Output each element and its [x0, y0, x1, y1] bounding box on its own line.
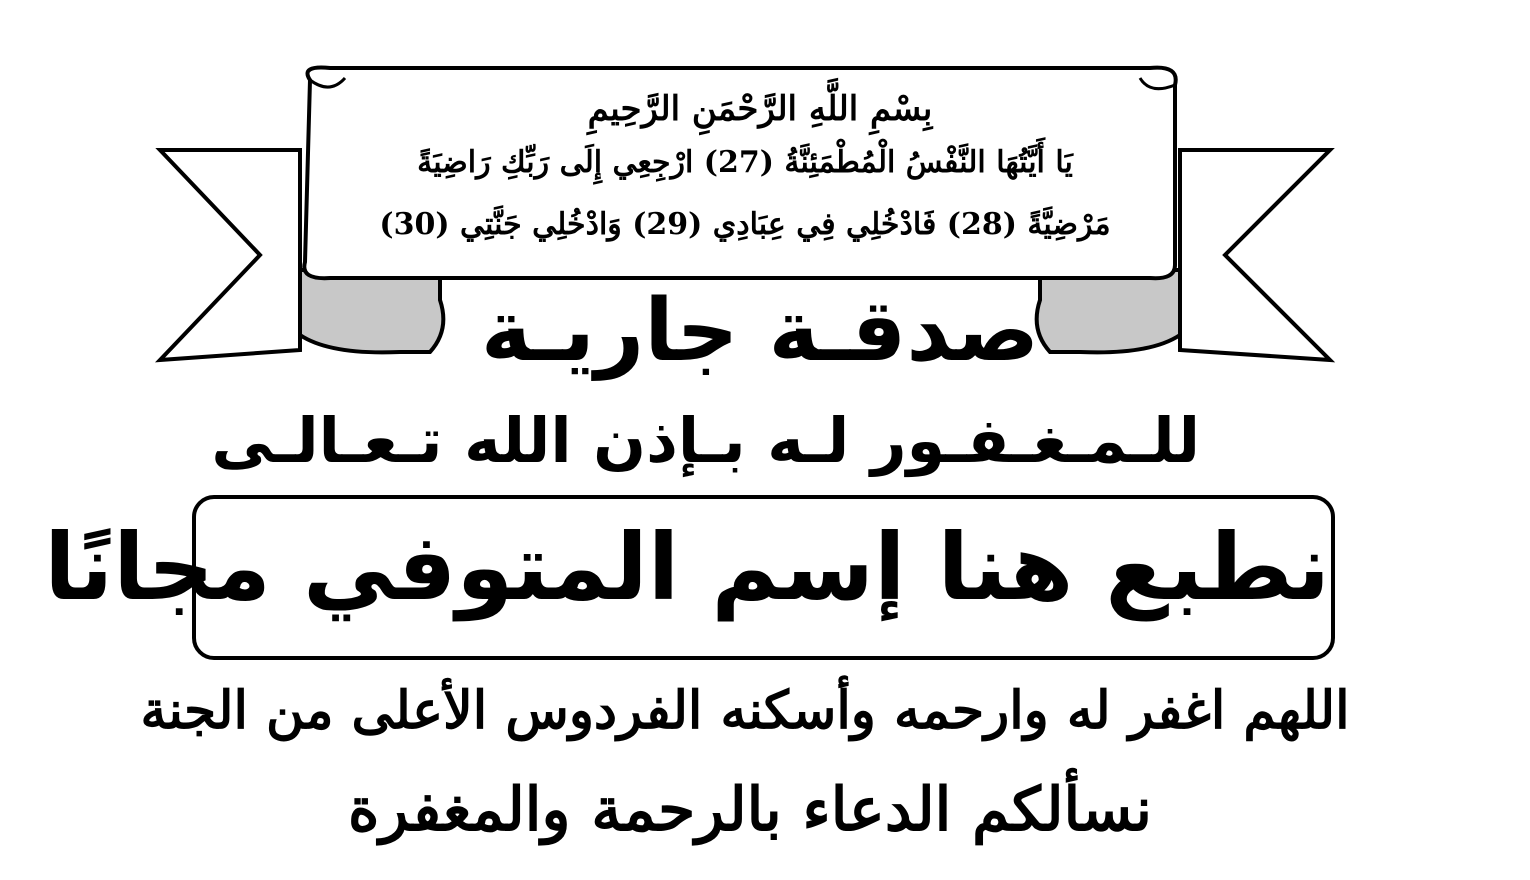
quran-verse-line-2: مَرْضِيَّةً (28) فَادْخُلِي فِي عِبَادِي (29) وَادْخُلِي جَنَّتِي (30) [379, 207, 1111, 242]
deceased-name-placeholder: نطبع هنا إسم المتوفي مجانًا [44, 514, 1330, 621]
ribbon-tail-right [1180, 150, 1330, 360]
ribbon-tail-left [160, 150, 300, 360]
dua-request-line: نسألكم الدعاء بالرحمة والمغفرة [347, 775, 1153, 845]
prayer-line: اللهم اغفر له وارحمه وأسكنه الفردوس الأعلى من الجنة [140, 680, 1350, 741]
quran-verse-line-1: يَا أَيَّتُهَا النَّفْسُ الْمُطْمَئِنَّةُ (27) ارْجِعِي إِلَى رَبِّكِ رَاضِيَةً [417, 145, 1073, 180]
ribbon-curl-left [300, 270, 443, 352]
subtitle: للـمـغـفـور لـه بـإذن الله تـعـالـى [211, 404, 1200, 477]
main-title: صدقـة جاريـة [480, 281, 1040, 381]
basmala: بِسْمِ اللَّهِ الرَّحْمَنِ الرَّحِيمِ [587, 89, 933, 129]
